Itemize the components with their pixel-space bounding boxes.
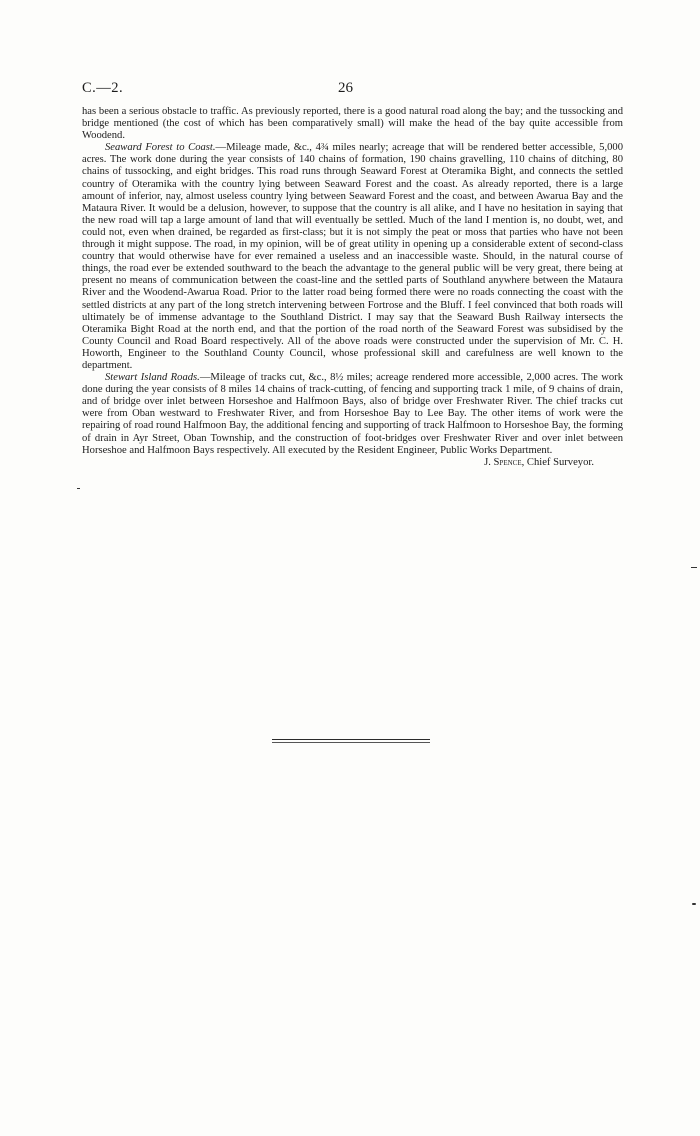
signatory-name: J. Spence: [484, 456, 522, 468]
margin-mark-left: [77, 488, 80, 489]
signature-line: [82, 457, 623, 469]
paragraph-woodend: has been a serious obstacle to traffic. As previously reported, there is a good natural road along the bay; and the tussocking and bridge mentioned (the cost of which has been comparatively small) will make the head of the bay quite accessible from Woodend.: [82, 106, 623, 142]
rule-line-top: [272, 739, 430, 740]
section-text-seaward-forest: —Mileage made, &c., 4¾ miles nearly; acreage that will be rendered better accessible, 5,000 acres. The work done during the year consists of 140 chains of formation, 190 chains gravelling, 110 chains of ditching, 80 chains of tussocking, and eight bridges. This road runs through Seaward Forest at Oteramika Bight, and connects the settled country of Oteramika with the country lying between Seaward Forest and the coast. As already reported, there is a large amount of inferior, nay, almost useless country lying between Seaward Forest and the coast, and between Awarua Bay and the Mataura River. It would be a delusion, however, to suppose that the country is all alike, and I have no hesitation in saying that the new road will tap a large amount of land that will eventually be settled. Much of the land I mention is, no doubt, wet, and could not, even when drained, be regarded as first-class; but it is not simply the peat or moss that parties who have not been through it might suppose. The road, in my opinion, will be of great utility in opening up a considerable extent of second-class country that would otherwise have for ever remained a useless and an inaccessible waste. Should, in the natural course of things, the road ever be extended southward to the beach the advantage to the general public will be very great, there being at present no means of communication between the coast-line and the settled parts of Southland anywhere between the Mataura River and the Woodend-Awarua Road. Prior to the latter road being formed there were no roads connecting the coast with the settled districts at any part of the long stretch intervening between Fortrose and the Bluff. I feel convinced that both roads will ultimately be of immense advantage to the Southland District. I may say that the Seaward Bush Railway intersects the Oteramika Bight Road at the north end, and that the portion of the road north of the Seaward Forest was subsidised by the County Council and Road Board respectively. All of the above roads were constructed under the supervision of Mr. C. H. Howorth, Engineer to the Southland County Council, whose professional skill and carefulness are well known to the department.: [82, 142, 623, 371]
paragraph-stewart-island: [82, 372, 623, 457]
margin-mark-right-upper: [691, 567, 697, 568]
margin-mark-right-lower: [692, 903, 696, 905]
report-body: [82, 106, 623, 469]
section-end-rule: [272, 739, 430, 745]
section-text-stewart-island: —Mileage of tracks cut, &c., 8½ miles; acreage rendered more accessible, 2,000 acres. The work done during the year consists of 8 miles 14 chains of track-cutting, of fencing and supporting track 1 mile, of 9 chains of drain, and of bridge over inlet between Horseshoe and Halfmoon Bays, also of bridge over Freshwater River. The chief tracks cut were from Oban westward to Freshwater River, and from Horseshoe Bay to Lee Bay. The other items of work were the repairing of road round Halfmoon Bay, the additional fencing and supporting of track Halfmoon to Horseshoe Bay, the forming of drain in Ayr Street, Oban Township, and the construction of foot-bridges over Freshwater River and over inlet between Horseshoe and Halfmoon Bays respectively. All executed by the Resident Engineer, Public Works Department.: [82, 372, 623, 456]
signatory-title: , Chief Surveyor.: [521, 456, 594, 468]
page-header: [80, 80, 624, 100]
section-heading-stewart-island: Stewart Island Roads.: [105, 372, 200, 384]
rule-line-bottom: [272, 742, 430, 743]
section-heading-seaward-forest: Seaward Forest to Coast.: [105, 142, 216, 154]
paragraph-seaward-forest: [82, 142, 623, 372]
document-reference: C.—2.: [82, 80, 124, 96]
page-number: 26: [338, 80, 353, 96]
